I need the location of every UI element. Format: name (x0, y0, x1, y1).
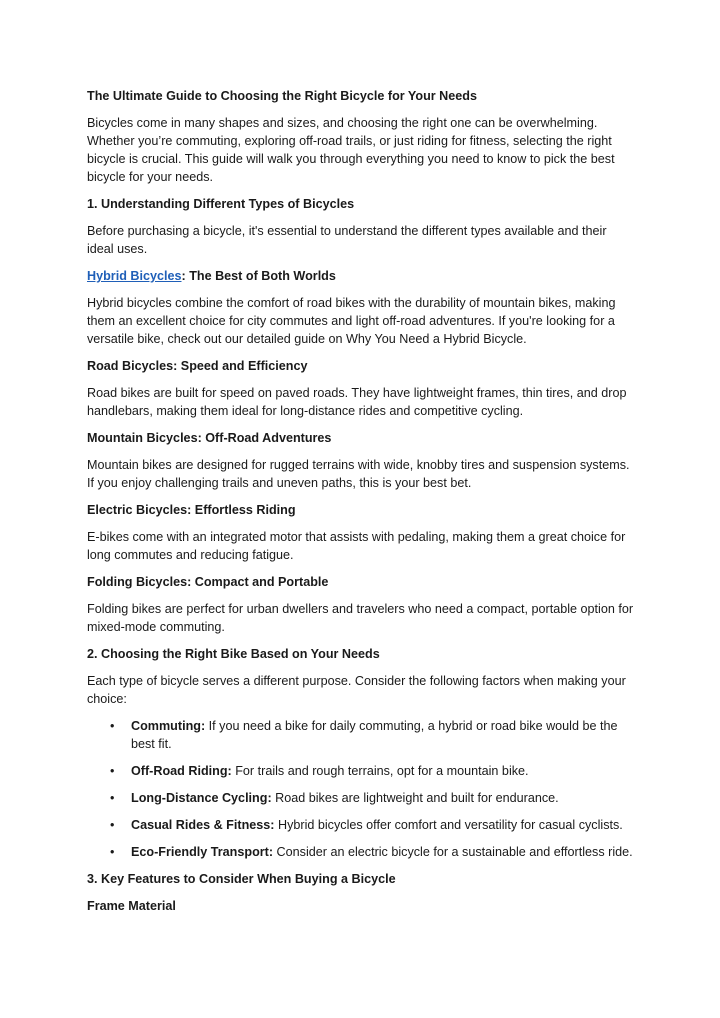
folding-heading: Folding Bicycles: Compact and Portable (87, 575, 329, 589)
bullet: • (110, 818, 115, 832)
bullet: • (110, 845, 115, 859)
list-item-label: Off-Road Riding: (131, 764, 232, 778)
section-3-heading: 3. Key Features to Consider When Buying a Bicycle (87, 872, 396, 886)
electric-heading: Electric Bicycles: Effortless Riding (87, 503, 296, 517)
needs-list (87, 717, 635, 861)
folding-paragraph: Folding bikes are perfect for urban dwellers and travelers who need a compact, portable option for mixed-mode commuting. (87, 602, 634, 634)
hybrid-heading (87, 267, 635, 285)
section-2-heading: 2. Choosing the Right Bike Based on Your Needs (87, 647, 380, 661)
hybrid-paragraph: Hybrid bicycles combine the comfort of road bikes with the durability of mountain bikes, making them an excellent choice for city commutes and light off-road adventures. If you're looking for a versatile bike, check out our detailed guide on Why You Need a Hybrid Bicycle. (87, 296, 616, 346)
list-item-text: For trails and rough terrains, opt for a mountain bike. (231, 764, 529, 778)
list-item-label: Eco-Friendly Transport: (131, 845, 274, 859)
list-item-text: Hybrid bicycles offer comfort and versatility for casual cyclists. (274, 818, 623, 832)
list-item (87, 816, 635, 834)
list-item (87, 789, 635, 807)
road-heading: Road Bicycles: Speed and Efficiency (87, 359, 308, 373)
list-item (87, 762, 635, 780)
electric-paragraph: E-bikes come with an integrated motor that assists with pedaling, making them a great choice for long commutes and reducing fatigue. (87, 530, 626, 562)
list-item-text: If you need a bike for daily commuting, a hybrid or road bike would be the best fit. (131, 719, 618, 751)
mountain-paragraph: Mountain bikes are designed for rugged terrains with wide, knobby tires and suspension systems. If you enjoy challenging trails and uneven paths, this is your best bet. (87, 458, 630, 490)
intro-paragraph: Bicycles come in many shapes and sizes, and choosing the right one can be overwhelming. Whether you’re commuting, exploring off-road trails, or just riding for fitness, selecting the right bicycle is crucial. This guide will walk you through everything you need to know to pick the best bicycle for your needs. (87, 116, 615, 184)
section-2-intro: Each type of bicycle serves a different purpose. Consider the following factors when making your choice: (87, 674, 626, 706)
document-body (87, 87, 635, 924)
hybrid-heading-rest: : The Best of Both Worlds (181, 269, 336, 283)
list-item (87, 843, 635, 861)
bullet: • (110, 764, 115, 778)
list-item-label: Long-Distance Cycling: (131, 791, 272, 805)
bullet: • (110, 719, 115, 733)
bullet: • (110, 791, 115, 805)
list-item (87, 717, 635, 753)
frame-material-heading: Frame Material (87, 899, 176, 913)
hybrid-bicycles-link[interactable]: Hybrid Bicycles (87, 269, 182, 283)
document-title: The Ultimate Guide to Choosing the Right Bicycle for Your Needs (87, 89, 477, 103)
section-1-heading: 1. Understanding Different Types of Bicycles (87, 197, 355, 211)
list-item-text: Road bikes are lightweight and built for endurance. (271, 791, 559, 805)
list-item-text: Consider an electric bicycle for a sustainable and effortless ride. (273, 845, 633, 859)
section-1-intro: Before purchasing a bicycle, it's essential to understand the different types available and their ideal uses. (87, 224, 607, 256)
list-item-label: Casual Rides & Fitness: (131, 818, 275, 832)
road-paragraph: Road bikes are built for speed on paved roads. They have lightweight frames, thin tires, and drop handlebars, making them ideal for long-distance rides and competitive cycling. (87, 386, 627, 418)
mountain-heading: Mountain Bicycles: Off-Road Adventures (87, 431, 332, 445)
list-item-label: Commuting: (131, 719, 206, 733)
